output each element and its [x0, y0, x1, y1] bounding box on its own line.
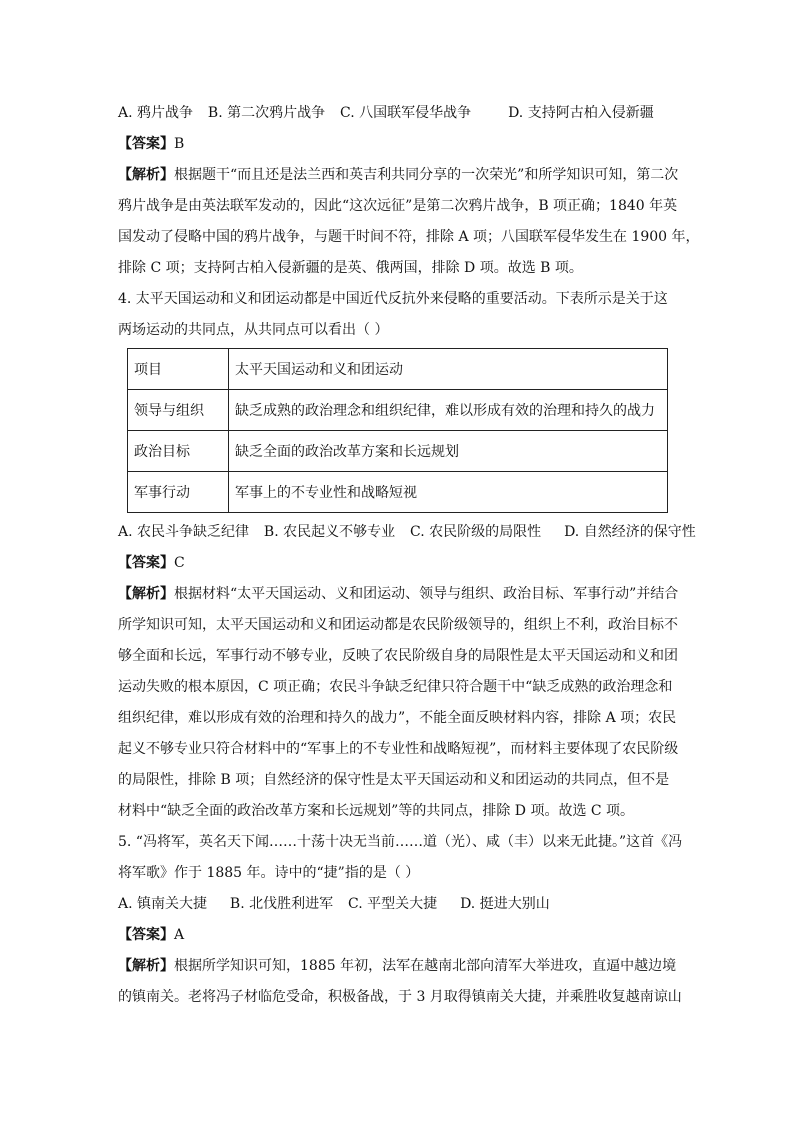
- q4-options: [118, 517, 696, 548]
- q4-analysis-line: 起义不够专业只符合材料中的“军事上的不专业性和战略短视”，而材料主要体现了农民阶级: [118, 741, 679, 757]
- document-page: [118, 98, 700, 1013]
- q3-option-b: B. 第二次鸦片战争: [207, 105, 326, 121]
- q4-answer-value: C: [174, 555, 185, 571]
- q4-comparison-table: [127, 348, 668, 513]
- q4-option-a: A. 农民斗争缺乏纪律: [118, 524, 250, 540]
- table-value: 太平天国运动和义和团运动: [229, 349, 668, 390]
- q5-analysis-line: [118, 951, 678, 982]
- q4-option-b: B. 农民起义不够专业: [263, 524, 396, 540]
- q3-answer-value: B: [174, 136, 185, 152]
- q3-analysis-label: 【解析】: [118, 167, 174, 183]
- q3-analysis-text: 根据题干“而且还是法兰西和英吉利共同分享的一次荣光”和所学知识可知，第二次: [174, 167, 679, 183]
- q3-analysis-line: 排除 C 项；支持阿古柏入侵新疆的是英、俄两国，排除 D 项。故选 B 项。: [118, 260, 583, 276]
- q3-option-d: D. 支持阿古柏入侵新疆: [508, 105, 654, 121]
- table-key: 领导与组织: [128, 390, 229, 431]
- q4-analysis-label: 【解析】: [118, 586, 174, 602]
- q5-answer: [118, 920, 678, 951]
- table-value: 军事上的不专业性和战略短视: [229, 472, 668, 513]
- q3-analysis-line: [118, 160, 678, 191]
- q5-answer-value: A: [174, 927, 185, 943]
- q3-answer: [118, 129, 678, 160]
- q4-option-d: D. 自然经济的保守性: [564, 524, 696, 540]
- q4-analysis-line: 所学知识可知，太平天国运动和义和团运动都是农民阶级领导的，组织上不利，政治目标不: [118, 617, 678, 633]
- q3-option-a: A. 鸦片战争: [118, 105, 194, 121]
- q4-answer-label: 【答案】: [118, 555, 174, 571]
- q3-analysis-line: 国发动了侵略中国的鸦片战争，与题干时间不符，排除 A 项；八国联军侵华发生在 1900 年，: [118, 229, 700, 245]
- table-key: 政治目标: [128, 431, 229, 472]
- q4-stem-line: 4. 太平天国运动和义和团运动都是中国近代反抗外来侵略的重要活动。下表所示是关于这: [118, 291, 668, 307]
- q4-analysis-line: 运动失败的根本原因，C 项正确；农民斗争缺乏纪律只符合题干中“缺乏成熟的政治理念和: [118, 679, 673, 695]
- q3-option-c: C. 八国联军侵华战争: [340, 105, 472, 121]
- q5-answer-label: 【答案】: [118, 927, 174, 943]
- q3-answer-label: 【答案】: [118, 136, 174, 152]
- table-row: [128, 431, 668, 472]
- q5-options: [118, 889, 678, 920]
- q3-analysis-line: 鸦片战争是由英法联军发动的，因此“这次远征”是第二次鸦片战争，B 项正确；1840 年英: [118, 198, 678, 214]
- q4-stem-line: 两场运动的共同点，从共同点可以看出（ ）: [118, 322, 389, 338]
- q4-analysis-line: [118, 579, 678, 610]
- table-value: 缺乏成熟的政治理念和组织纪律，难以形成有效的治理和持久的战力: [229, 390, 668, 431]
- q4-analysis-line: 材料中“缺乏全面的政治改革方案和长远规划”等的共同点，排除 D 项。故选 C 项。: [118, 803, 635, 819]
- table-key: 军事行动: [128, 472, 229, 513]
- q5-option-b: B. 北伐胜利进军: [229, 896, 334, 912]
- q5-option-a: A. 镇南关大捷: [118, 896, 208, 912]
- q5-analysis-label: 【解析】: [118, 958, 174, 974]
- table-value: 缺乏全面的政治改革方案和长远规划: [229, 431, 668, 472]
- q4-option-c: C. 农民阶级的局限性: [410, 524, 542, 540]
- table-row: [128, 390, 668, 431]
- q5-analysis-text: 根据所学知识可知，1885 年初，法军在越南北部向清军大举进攻，直逼中越边境: [174, 958, 677, 974]
- q4-analysis-text: 根据材料“太平天国运动、义和团运动、领导与组织、政治目标、军事行动”并结合: [174, 586, 679, 602]
- q5-analysis-line: 的镇南关。老将冯子材临危受命，积极备战，于 3 月取得镇南关大捷，并乘胜收复越南谅山: [118, 989, 682, 1005]
- q4-analysis-line: 组织纪律，难以形成有效的治理和持久的战力”，不能全面反映材料内容，排除 A 项；农民: [118, 710, 677, 726]
- q4-answer: [118, 548, 678, 579]
- q3-options: [118, 98, 678, 129]
- q5-option-c: C. 平型关大捷: [348, 896, 438, 912]
- q4-analysis-line: 够全面和长远，军事行动不够专业，反映了农民阶级自身的局限性是太平天国运动和义和团: [118, 648, 678, 664]
- q5-stem-line: 5. “冯将军，英名天下闻……十荡十决无当前……道（光）、咸（丰）以来无此捷。”这首《冯: [118, 834, 683, 850]
- q4-analysis-line: 的局限性，排除 B 项；自然经济的保守性是太平天国运动和义和团运动的共同点，但不是: [118, 772, 670, 788]
- q5-option-d: D. 挺进大别山: [460, 896, 550, 912]
- table-row: [128, 349, 668, 390]
- table-row: [128, 472, 668, 513]
- table-key: 项目: [128, 349, 229, 390]
- q5-stem-line: 将军歌》作于 1885 年。诗中的“捷”指的是（ ）: [118, 865, 420, 881]
